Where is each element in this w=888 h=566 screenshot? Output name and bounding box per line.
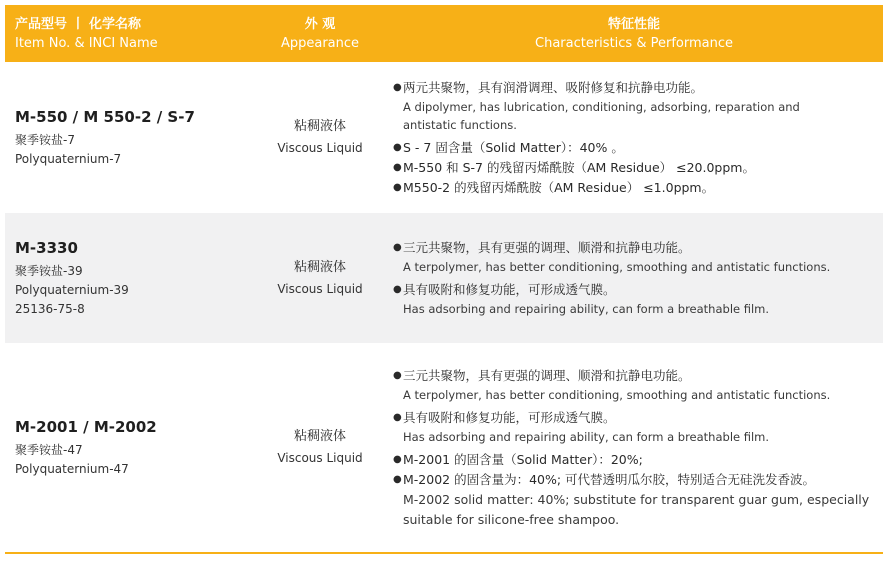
header-appearance-zh: 外 观 (304, 17, 336, 32)
chemical-name-zh: 聚季铵盐-39 (15, 263, 83, 278)
feature-text: M-2002 的固含量为：40%; 可代替透明瓜尔胶，特别适合无硅洗发香波。 (403, 471, 816, 487)
feature-text: 三元共聚物，具有更强的调理、顺滑和抗静电功能。 (403, 367, 691, 383)
inci-name: Polyquaternium-47 (15, 461, 129, 476)
header-appearance-en: Appearance (280, 36, 360, 51)
feature-translation: Has adsorbing and repairing ability, can form a breathable film. (403, 429, 770, 444)
cas-number: 25136-75-8 (15, 301, 85, 316)
chemical-name-zh: 聚季铵盐-7 (15, 132, 75, 147)
feature-text: 具有吸附和修复功能，可形成透气膜。 (403, 409, 616, 425)
appearance-cell (255, 343, 385, 552)
bullet-dot-icon: ● (393, 181, 402, 193)
bullet-dot-icon: ● (393, 161, 402, 173)
appearance-cell (255, 62, 385, 213)
appearance-en: Viscous Liquid (277, 451, 363, 465)
bullet-dot-icon: ● (393, 411, 402, 423)
feature-translation: A dipolymer, has lubrication, conditioning, adsorbing, reparation and antistatic functions. (403, 99, 800, 132)
header-characteristics (385, 5, 883, 62)
feature-item (393, 408, 883, 428)
bullet-dot-icon: ● (393, 81, 402, 93)
item-cell (5, 213, 255, 343)
item-cell (5, 343, 255, 552)
item-cell (5, 62, 255, 213)
inci-name: Polyquaternium-7 (15, 151, 122, 166)
feature-text: M550-2 的残留丙烯酰胺（AM Residue） ≤1.0ppm。 (403, 179, 715, 195)
appearance-zh: 粘稠液体 (293, 429, 346, 444)
feature-text: M-2001 的固含量（Solid Matter）：20%; (403, 451, 643, 467)
feature-item (393, 366, 883, 386)
header-item-name-zh: 产品型号 丨 化学名称 (15, 17, 142, 32)
bullet-dot-icon: ● (393, 242, 402, 253)
table-row (5, 62, 883, 213)
header-characteristics-zh: 特征性能 (607, 17, 660, 32)
model-number: M-2001 / M-2002 (15, 417, 157, 436)
model-number: M-3330 (15, 238, 78, 257)
bullet-dot-icon: ● (393, 284, 402, 295)
feature-item (393, 158, 883, 178)
feature-item (393, 138, 883, 158)
bullet-dot-icon: ● (393, 473, 402, 485)
table-row (5, 343, 883, 554)
feature-translation: A terpolymer, has better conditioning, smoothing and antistatic functions. (403, 260, 831, 274)
appearance-zh: 粘稠液体 (293, 259, 346, 275)
bullet-dot-icon: ● (393, 141, 402, 153)
chemical-name-zh: 聚季铵盐-47 (15, 442, 83, 457)
bullet-dot-icon: ● (393, 369, 402, 381)
header-item-name-en: Item No. & INCI Name (15, 36, 158, 51)
feature-text: 两元共聚物，具有润滑调理、吸附修复和抗静电功能。 (403, 79, 704, 95)
feature-item (393, 78, 883, 98)
inci-name: Polyquaternium-39 (15, 282, 129, 297)
feature-translation: A terpolymer, has better conditioning, smoothing and antistatic functions. (403, 387, 831, 402)
header-item-name (5, 5, 255, 62)
header-characteristics-en: Characteristics & Performance (535, 36, 733, 51)
feature-item (393, 450, 883, 470)
feature-translation: M-2002 solid matter: 40%; substitute for transparent guar gum, especially suitable for silicone-free shampoo. (403, 491, 870, 527)
appearance-cell (255, 213, 385, 343)
table-row (5, 213, 883, 343)
characteristics-cell (385, 62, 883, 213)
feature-item (393, 280, 883, 300)
table-header (5, 5, 883, 62)
appearance-en: Viscous Liquid (277, 281, 363, 296)
feature-text: S - 7 固含量（Solid Matter）：40% 。 (403, 139, 624, 155)
feature-text: M-550 和 S-7 的残留丙烯酰胺（AM Residue） ≤20.0ppm。 (403, 159, 755, 175)
header-appearance (255, 5, 385, 62)
characteristics-cell (385, 213, 883, 343)
bullet-dot-icon: ● (393, 453, 402, 465)
appearance-zh: 粘稠液体 (293, 119, 346, 134)
product-table (5, 5, 883, 554)
feature-text: 三元共聚物，具有更强的调理、顺滑和抗静电功能。 (403, 240, 691, 255)
model-number: M-550 / M 550-2 / S-7 (15, 107, 195, 126)
feature-item (393, 238, 883, 258)
feature-text: 具有吸附和修复功能，可形成透气膜。 (403, 282, 616, 297)
appearance-en: Viscous Liquid (277, 141, 363, 155)
feature-item (393, 178, 883, 198)
feature-item (393, 470, 883, 490)
characteristics-cell (385, 343, 883, 552)
feature-translation: Has adsorbing and repairing ability, can form a breathable film. (403, 302, 770, 316)
